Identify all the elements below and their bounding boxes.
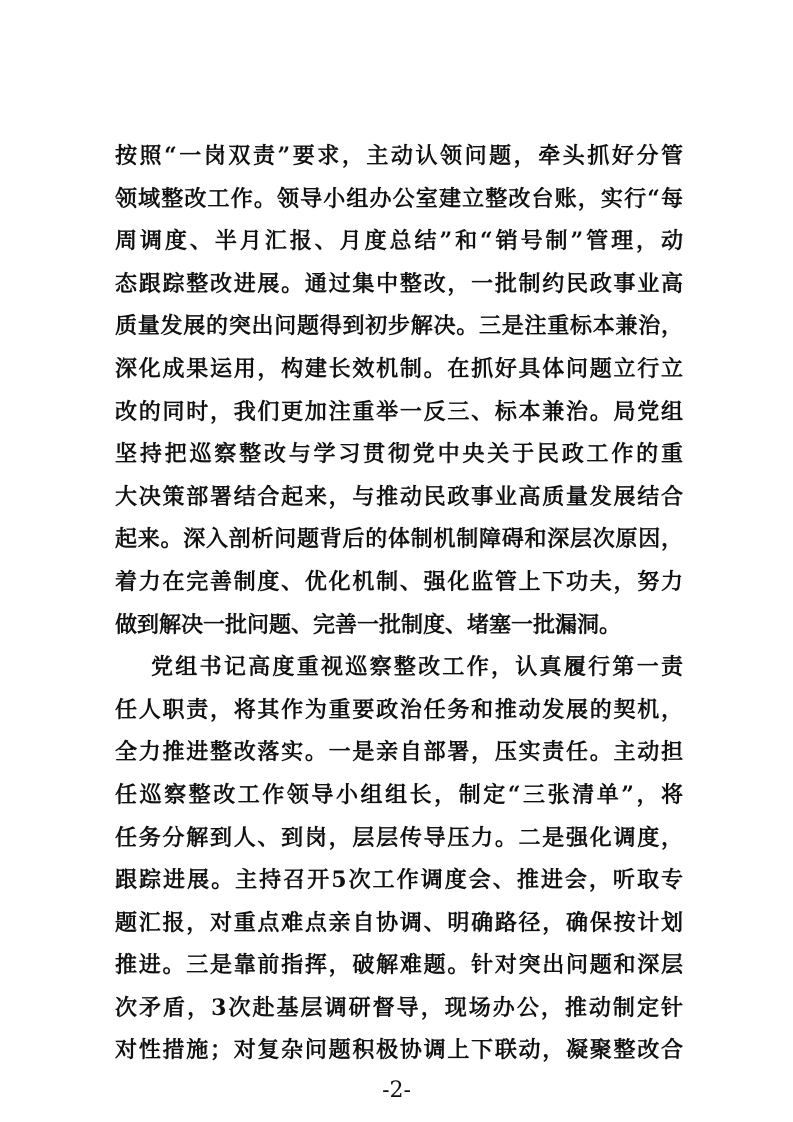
text-line: 做到解决一批问题、完善一批制度、堵塞一批漏洞。 — [115, 611, 622, 638]
text-line: 按照“一岗双责”要求，主动认领问题，牵头抓好分管 — [115, 143, 683, 169]
body-text — [115, 135, 683, 1072]
text-line: 大决策部署结合起来，与推动民政事业高质量发展结合 — [115, 483, 683, 510]
text-line: 起来。深入剖析问题背后的体制机制障碍和深层次原因， — [115, 526, 683, 553]
text-line: 次矛盾，3次赴基层调研督导，现场办公，推动制定针 — [115, 994, 683, 1021]
paragraph — [115, 135, 683, 646]
text-line: 周调度、半月汇报、月度总结”和“销号制”管理，动 — [115, 228, 683, 255]
text-line: 任务分解到人、到岗，层层传导压力。二是强化调度， — [115, 824, 683, 851]
text-line: 全力推进整改落实。一是亲自部署，压实责任。主动担 — [115, 739, 683, 766]
text-line: 坚持把巡察整改与学习贯彻党中央关于民政工作的重 — [115, 441, 683, 468]
text-line: 深化成果运用，构建长效机制。在抓好具体问题立行立 — [115, 355, 683, 382]
text-line: 任人职责，将其作为重要政治任务和推动发展的契机， — [115, 696, 683, 723]
text-line: 领域整改工作。领导小组办公室建立整改台账，实行“每 — [115, 185, 683, 212]
text-line: 跟踪进展。主持召开5次工作调度会、推进会，听取专 — [115, 867, 683, 894]
text-line: 着力在完善制度、优化机制、强化监管上下功夫，努力 — [115, 568, 683, 595]
text-line: 党组书记高度重视巡察整改工作，认真履行第一责 — [151, 654, 683, 681]
text-line: 质量发展的突出问题得到初步解决。三是注重标本兼治， — [115, 313, 683, 340]
text-line: 改的同时，我们更加注重举一反三、标本兼治。局党组 — [115, 398, 683, 425]
text-line: 题汇报，对重点难点亲自协调、明确路径，确保按计划 — [115, 909, 683, 936]
text-line: 推进。三是靠前指挥，破解难题。针对突出问题和深层 — [115, 952, 683, 979]
paragraph — [115, 646, 683, 1072]
text-line: 态跟踪整改进展。通过集中整改，一批制约民政事业高 — [115, 270, 683, 297]
page-number: -2- — [382, 1078, 411, 1103]
text-line: 任巡察整改工作领导小组组长，制定“三张清单”，将 — [115, 781, 683, 808]
text-line: 对性措施；对复杂问题积极协调上下联动，凝聚整改合 — [115, 1037, 683, 1064]
